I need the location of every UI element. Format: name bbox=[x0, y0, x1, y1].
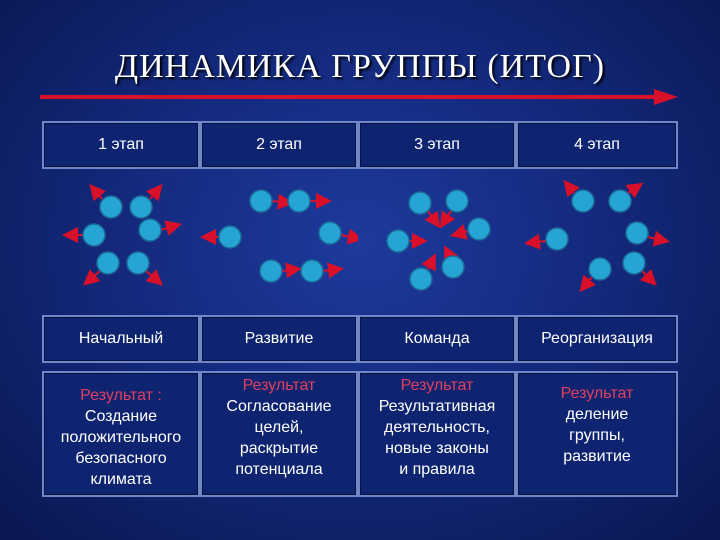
stage-1-result-line-4: климата bbox=[90, 471, 152, 488]
stage-2-member-circle-6 bbox=[301, 260, 323, 282]
stage-2-member-circle-4 bbox=[219, 226, 241, 248]
stage-4-arrow-5 bbox=[582, 277, 592, 289]
stage-2-result-line-4: потенциала bbox=[235, 461, 323, 478]
stage-3-arrow-2 bbox=[442, 211, 451, 225]
stage-3-result bbox=[358, 371, 516, 497]
stage-1-arrow-5 bbox=[86, 271, 100, 283]
stage-3-arrow-6 bbox=[446, 249, 450, 257]
stage-2-result-line-3: раскрытие bbox=[239, 440, 319, 457]
stage-1-member-circle-1 bbox=[100, 196, 122, 218]
stage-3-member-circle-2 bbox=[446, 190, 468, 212]
stage-1-result-heading: Результат : bbox=[80, 387, 162, 404]
stage-4-member-circle-3 bbox=[626, 222, 648, 244]
slide-title: ДИНАМИКА ГРУППЫ (ИТОГ) bbox=[114, 48, 606, 85]
stage-4-result-line-2: группы, bbox=[569, 427, 625, 444]
stage-1-arrow-2 bbox=[150, 187, 160, 199]
stage-2-result-heading: Результат bbox=[242, 377, 316, 394]
stage-4-arrow-1 bbox=[566, 183, 574, 193]
stage-1-result bbox=[42, 371, 200, 497]
stage-4-result-line-3: развитие bbox=[563, 448, 631, 465]
stage-2-member-circle-1 bbox=[250, 190, 272, 212]
stage-2-result-line-1: Согласование bbox=[226, 398, 332, 415]
stage-4-result-heading: Результат bbox=[560, 385, 634, 402]
stage-3-phase: Команда bbox=[358, 315, 516, 363]
stage-3-member-circle-1 bbox=[409, 192, 431, 214]
stage-2-arrow-3 bbox=[341, 235, 358, 239]
stage-4-member-circle-2 bbox=[609, 190, 631, 212]
stage-4-member-circle-4 bbox=[546, 228, 568, 250]
stage-1-member-circle-4 bbox=[83, 224, 105, 246]
stage-3-arrow-1 bbox=[428, 211, 438, 225]
stage-2-phase: Развитие bbox=[200, 315, 358, 363]
stage-3-member-circle-4 bbox=[387, 230, 409, 252]
stage-4-arrow-4 bbox=[528, 241, 546, 243]
stage-4-result-line-1: деление bbox=[565, 406, 629, 423]
stage-4-arrow-2 bbox=[628, 185, 640, 193]
stage-3-result-line-1: Результативная bbox=[378, 398, 496, 415]
stage-1-member-circle-6 bbox=[127, 252, 149, 274]
stage-2-arrow-6 bbox=[323, 269, 340, 271]
stage-4-label: 4 этап bbox=[516, 121, 678, 169]
stage-2-result-line-2: целей, bbox=[254, 419, 304, 436]
stage-4-result bbox=[516, 371, 678, 497]
stage-3-arrow-5 bbox=[428, 257, 434, 269]
stage-1-result-line-2: положительного bbox=[60, 429, 182, 446]
stage-1-result-line-1: Создание bbox=[84, 408, 158, 425]
stage-3-diagram bbox=[358, 175, 516, 305]
stage-1-member-circle-5 bbox=[97, 252, 119, 274]
stage-4-member-circle-6 bbox=[623, 252, 645, 274]
stage-3-label: 3 этап bbox=[358, 121, 516, 169]
timeline-arrow bbox=[40, 87, 680, 107]
stage-3-arrow-3 bbox=[454, 231, 469, 235]
stage-2-member-circle-2 bbox=[288, 190, 310, 212]
stage-3-member-circle-5 bbox=[410, 268, 432, 290]
stage-1-arrow-1 bbox=[92, 187, 102, 199]
stage-3-result-line-3: новые законы bbox=[385, 440, 489, 457]
stage-4-member-circle-5 bbox=[589, 258, 611, 280]
stage-1-arrow-3 bbox=[160, 225, 178, 230]
stage-1-phase: Начальный bbox=[42, 315, 200, 363]
stage-3-member-circle-3 bbox=[468, 218, 490, 240]
stage-3-result-line-2: деятельность, bbox=[384, 419, 490, 436]
stage-2-member-circle-3 bbox=[319, 222, 341, 244]
stage-4-diagram bbox=[516, 175, 678, 305]
stage-4-member-circle-1 bbox=[572, 190, 594, 212]
stage-1-diagram bbox=[42, 175, 200, 305]
stage-2-result bbox=[200, 371, 358, 497]
stage-1-result-line-3: безопасного bbox=[75, 450, 167, 467]
stage-4-arrow-3 bbox=[647, 237, 666, 241]
stage-2-label: 2 этап bbox=[200, 121, 358, 169]
stage-1-member-circle-2 bbox=[130, 196, 152, 218]
stage-1-label: 1 этап bbox=[42, 121, 200, 169]
stage-3-result-heading: Результат bbox=[400, 377, 474, 394]
stage-1-arrow-6 bbox=[146, 271, 160, 283]
stage-3-member-circle-6 bbox=[442, 256, 464, 278]
stage-2-member-circle-5 bbox=[260, 260, 282, 282]
stage-3-result-line-4: и правила bbox=[399, 461, 475, 478]
stage-2-arrow-5 bbox=[282, 269, 298, 271]
stage-4-arrow-6 bbox=[642, 271, 654, 283]
stage-2-diagram bbox=[200, 175, 358, 305]
stage-1-member-circle-3 bbox=[139, 219, 161, 241]
stage-4-phase: Реорганизация bbox=[516, 315, 678, 363]
